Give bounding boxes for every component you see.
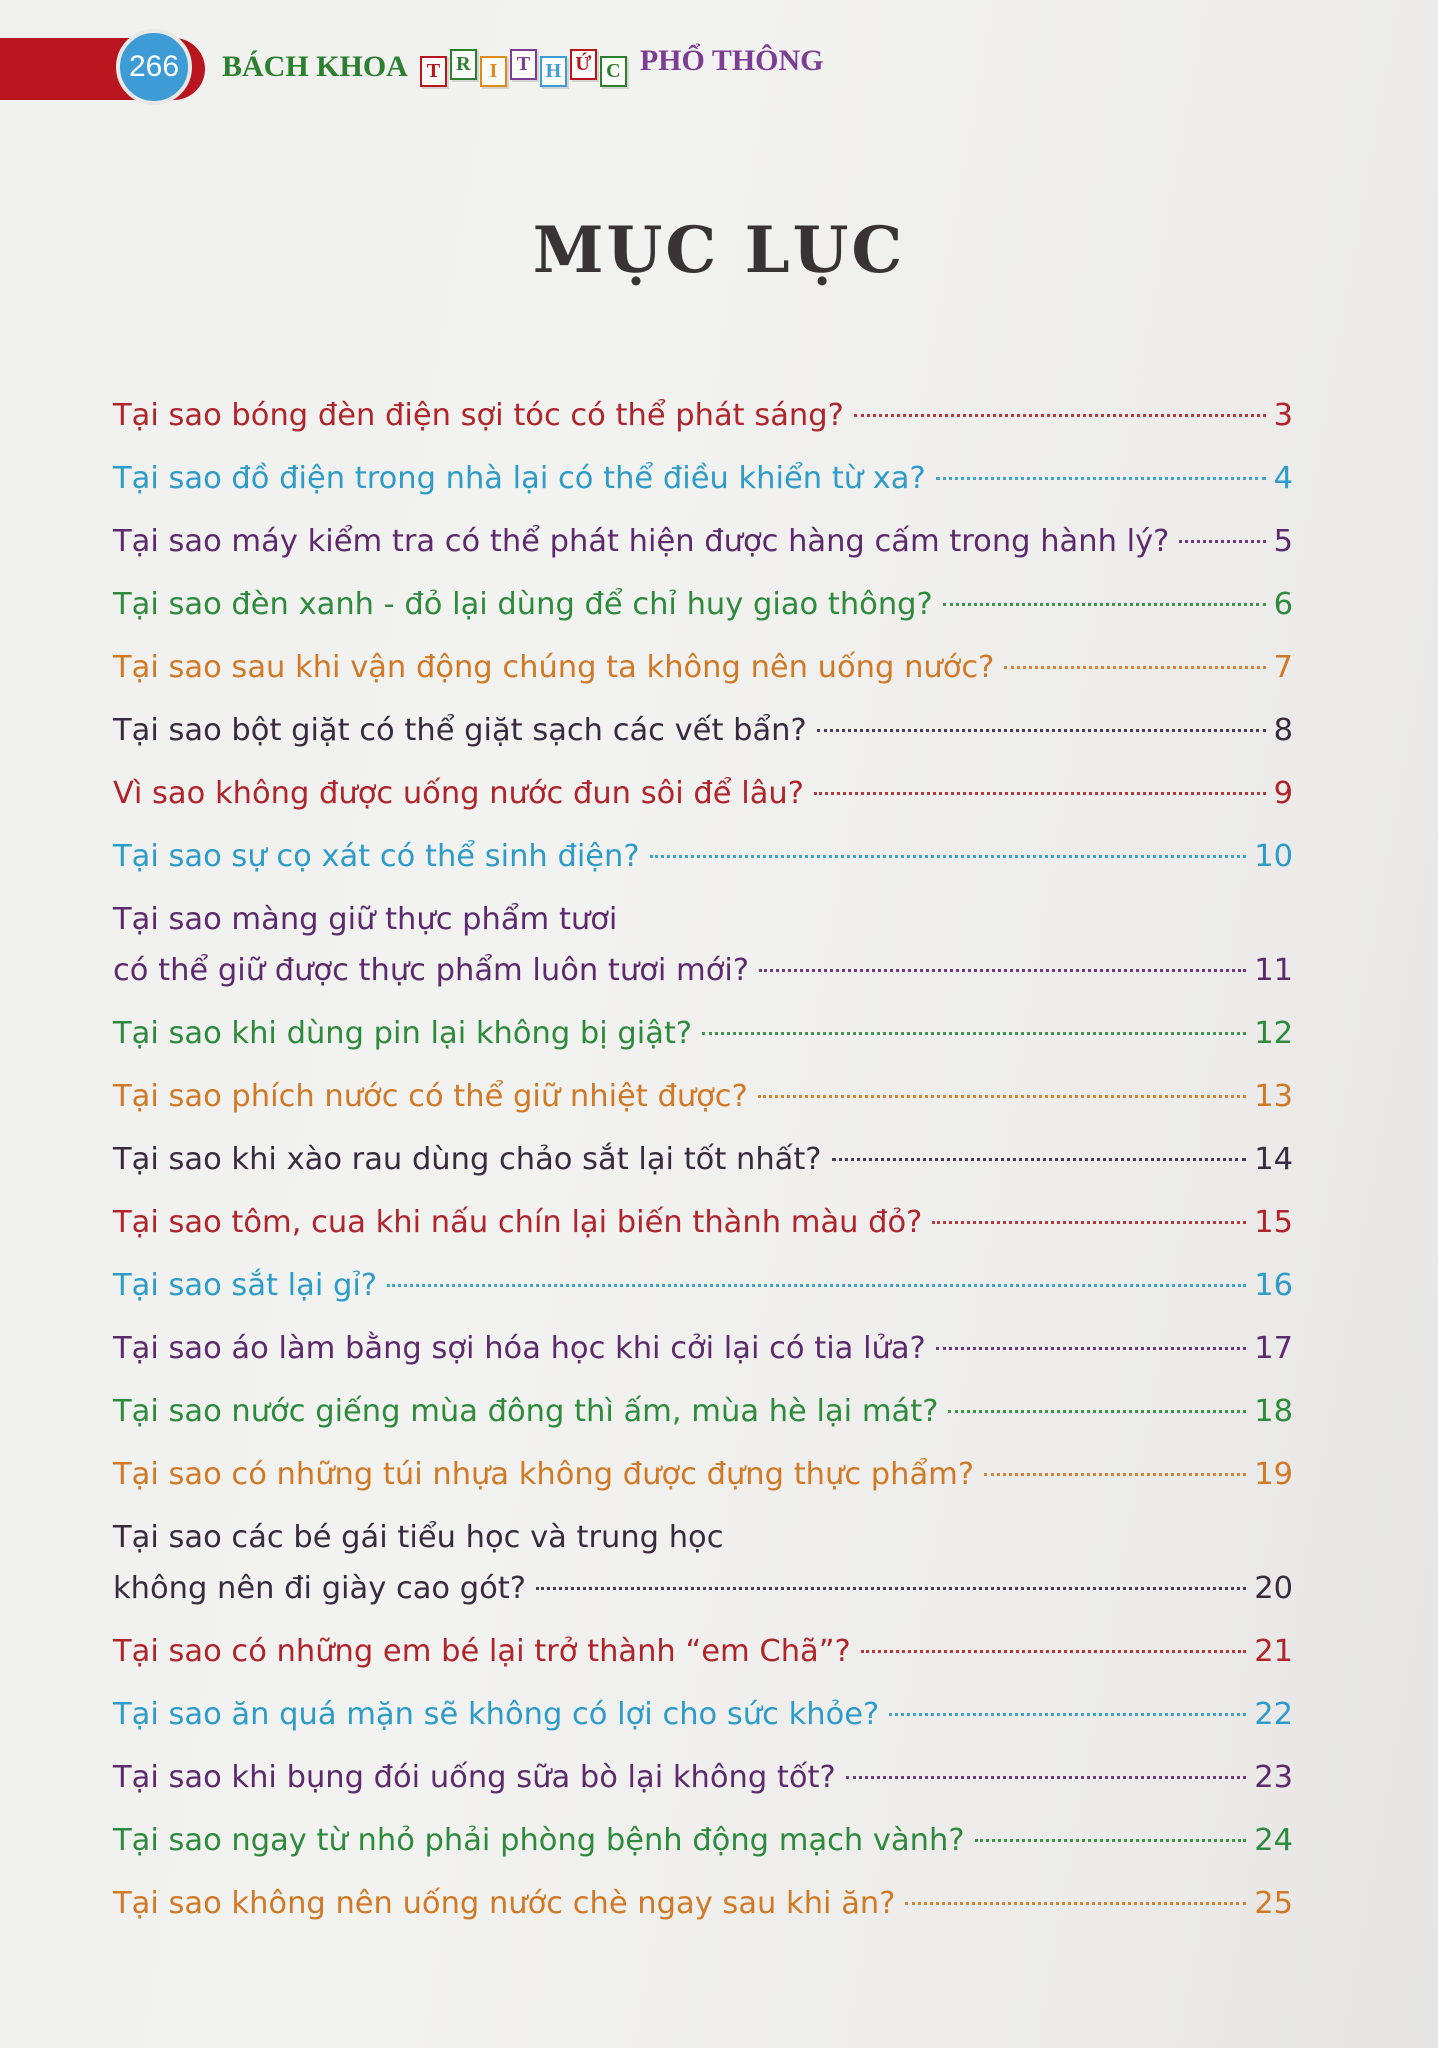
toc-dot-leader — [1004, 666, 1265, 669]
toc-entry-page-number: 18 — [1254, 1394, 1293, 1429]
toc-dot-leader — [759, 969, 1246, 972]
toc-entry-page-number: 14 — [1254, 1142, 1293, 1177]
toc-entry — [113, 768, 1293, 819]
toc-dot-leader — [943, 603, 1266, 606]
toc-entry-title: không nên đi giày cao gót? — [113, 1571, 526, 1606]
toc-dot-leader — [702, 1032, 1246, 1035]
toc-entry-title: Tại sao ăn quá mặn sẽ không có lợi cho sức khỏe? — [113, 1697, 880, 1732]
toc-entry — [113, 1071, 1293, 1122]
toc-entry — [113, 1008, 1293, 1059]
toc-entry-title: Tại sao bột giặt có thể giặt sạch các vết bẩn? — [113, 713, 807, 748]
toc-entry-row — [113, 768, 1293, 819]
toc-entry — [113, 1197, 1293, 1248]
toc-entry — [113, 1134, 1293, 1185]
toc-entry-page-number: 19 — [1254, 1457, 1293, 1492]
toc-entry-page-number: 17 — [1254, 1331, 1293, 1366]
series-letter-block: I — [480, 56, 507, 87]
toc-dot-leader — [817, 729, 1266, 732]
toc-entry-title: Tại sao máy kiểm tra có thể phát hiện được hàng cấm trong hành lý? — [113, 524, 1170, 559]
toc-entry — [113, 579, 1293, 630]
series-title-prefix: BÁCH KHOA — [222, 50, 408, 83]
toc-dot-leader — [1179, 540, 1265, 543]
toc-list — [113, 390, 1293, 1941]
toc-entry-row — [113, 453, 1293, 504]
toc-dot-leader — [861, 1650, 1246, 1653]
toc-entry-page-number: 20 — [1254, 1571, 1293, 1606]
series-letter-block: T — [510, 49, 537, 80]
toc-entry-page-number: 5 — [1273, 524, 1293, 559]
toc-entry-row — [113, 1071, 1293, 1122]
toc-entry-page-number: 24 — [1254, 1823, 1293, 1858]
toc-dot-leader — [948, 1410, 1246, 1413]
toc-entry — [113, 705, 1293, 756]
toc-entry-page-number: 4 — [1273, 461, 1293, 496]
toc-entry-row — [113, 1878, 1293, 1929]
toc-entry-title: Tại sao sau khi vận động chúng ta không nên uống nước? — [113, 650, 995, 685]
toc-entry-row — [113, 1386, 1293, 1437]
toc-entry — [113, 1386, 1293, 1437]
series-title-letter-blocks — [420, 52, 630, 83]
toc-entry-page-number: 16 — [1254, 1268, 1293, 1303]
toc-entry — [113, 1689, 1293, 1740]
toc-entry-row — [113, 1815, 1293, 1866]
toc-entry-row — [113, 1134, 1293, 1185]
toc-dot-leader — [846, 1776, 1246, 1779]
series-letter-block: H — [540, 56, 567, 87]
toc-dot-leader — [889, 1713, 1246, 1716]
series-letter-block: C — [600, 56, 627, 87]
toc-entry-row — [113, 642, 1293, 693]
toc-dot-leader — [758, 1095, 1246, 1098]
toc-entry-title: Tại sao ngay từ nhỏ phải phòng bệnh động mạch vành? — [113, 1823, 965, 1858]
toc-dot-leader — [832, 1158, 1247, 1161]
series-letter-block: R — [450, 49, 477, 80]
toc-entry-title: Tại sao không nên uống nước chè ngay sau khi ăn? — [113, 1886, 896, 1921]
toc-entry-title: Tại sao sự cọ xát có thể sinh điện? — [113, 839, 640, 874]
toc-entry-row — [113, 1260, 1293, 1311]
toc-entry-page-number: 15 — [1254, 1205, 1293, 1240]
toc-entry-title: Vì sao không được uống nước đun sôi để lâu? — [113, 776, 804, 811]
toc-entry-title: Tại sao sắt lại gỉ? — [113, 1268, 378, 1303]
toc-entry-title: Tại sao khi dùng pin lại không bị giật? — [113, 1016, 693, 1051]
toc-dot-leader — [650, 855, 1247, 858]
series-letter-block: Ứ — [570, 49, 597, 80]
toc-entry-row — [113, 390, 1293, 441]
toc-entry-title: Tại sao đèn xanh - đỏ lại dùng để chỉ huy giao thông? — [113, 587, 933, 622]
toc-dot-leader — [984, 1473, 1246, 1476]
toc-dot-leader — [936, 1347, 1246, 1350]
toc-entry-page-number: 8 — [1273, 713, 1293, 748]
toc-entry — [113, 1752, 1293, 1803]
series-letter-block: T — [420, 56, 447, 87]
toc-entry-row — [113, 1323, 1293, 1374]
toc-title: MỤC LỤC — [532, 213, 906, 288]
toc-entry-page-number: 22 — [1254, 1697, 1293, 1732]
toc-dot-leader — [932, 1221, 1246, 1224]
toc-entry — [113, 1260, 1293, 1311]
toc-entry — [113, 453, 1293, 504]
toc-entry — [113, 642, 1293, 693]
toc-dot-leader — [854, 414, 1266, 417]
toc-entry-title: Tại sao phích nước có thể giữ nhiệt được? — [113, 1079, 748, 1114]
page-number-badge: 266 — [116, 29, 192, 105]
toc-entry-row — [113, 1689, 1293, 1740]
toc-entry-row — [113, 1197, 1293, 1248]
toc-entry — [113, 1323, 1293, 1374]
toc-entry-title: Tại sao khi bụng đói uống sữa bò lại không tốt? — [113, 1760, 836, 1795]
toc-entry-title-line1: Tại sao các bé gái tiểu học và trung học — [113, 1520, 724, 1555]
toc-entry-title: Tại sao tôm, cua khi nấu chín lại biến thành màu đỏ? — [113, 1205, 923, 1240]
toc-entry-row — [113, 1563, 1293, 1614]
toc-entry-title: Tại sao nước giếng mùa đông thì ấm, mùa hè lại mát? — [113, 1394, 939, 1429]
toc-entry-page-number: 7 — [1273, 650, 1293, 685]
series-title-suffix: PHỔ THÔNG — [639, 44, 824, 77]
toc-entry-page-number: 12 — [1254, 1016, 1293, 1051]
toc-entry-row — [113, 1626, 1293, 1677]
toc-dot-leader — [936, 477, 1266, 480]
toc-entry-page-number: 21 — [1254, 1634, 1293, 1669]
toc-entry-page-number: 10 — [1254, 839, 1293, 874]
toc-dot-leader — [814, 792, 1266, 795]
toc-entry-title: Tại sao khi xào rau dùng chảo sắt lại tốt nhất? — [113, 1142, 822, 1177]
toc-entry-title: có thể giữ được thực phẩm luôn tươi mới? — [113, 953, 750, 988]
series-title — [222, 42, 824, 92]
toc-entry-row — [113, 1008, 1293, 1059]
toc-entry-row — [113, 1449, 1293, 1500]
toc-entry — [113, 516, 1293, 567]
toc-entry — [113, 1626, 1293, 1677]
toc-entry-page-number: 6 — [1273, 587, 1293, 622]
toc-dot-leader — [975, 1839, 1247, 1842]
toc-entry — [113, 1512, 1293, 1614]
toc-entry — [113, 390, 1293, 441]
toc-entry-row — [113, 831, 1293, 882]
toc-entry-row — [113, 579, 1293, 630]
toc-entry-row — [113, 945, 1293, 996]
toc-entry-page-number: 13 — [1254, 1079, 1293, 1114]
toc-dot-leader — [387, 1284, 1246, 1287]
toc-entry — [113, 1878, 1293, 1929]
toc-entry — [113, 831, 1293, 882]
toc-entry-row — [113, 1752, 1293, 1803]
toc-entry-page-number: 11 — [1254, 953, 1293, 988]
toc-dot-leader — [536, 1587, 1246, 1590]
toc-entry-title: Tại sao đồ điện trong nhà lại có thể điều khiển từ xa? — [113, 461, 926, 496]
toc-entry-page-number: 25 — [1254, 1886, 1293, 1921]
toc-entry-title: Tại sao có những túi nhựa không được đựng thực phẩm? — [113, 1457, 975, 1492]
toc-entry-title: Tại sao bóng đèn điện sợi tóc có thể phát sáng? — [113, 398, 844, 433]
toc-entry-page-number: 3 — [1273, 398, 1293, 433]
toc-entry-page-number: 23 — [1254, 1760, 1293, 1795]
toc-entry — [113, 1815, 1293, 1866]
toc-entry-page-number: 9 — [1273, 776, 1293, 811]
toc-dot-leader — [905, 1902, 1246, 1905]
toc-entry-row — [113, 705, 1293, 756]
toc-entry-title: Tại sao áo làm bằng sợi hóa học khi cởi lại có tia lửa? — [113, 1331, 926, 1366]
toc-entry — [113, 894, 1293, 996]
toc-entry — [113, 1449, 1293, 1500]
toc-entry-row — [113, 516, 1293, 567]
toc-entry-title: Tại sao có những em bé lại trở thành “em Chã”? — [113, 1634, 851, 1669]
toc-entry-title-line1: Tại sao màng giữ thực phẩm tươi — [113, 902, 618, 937]
